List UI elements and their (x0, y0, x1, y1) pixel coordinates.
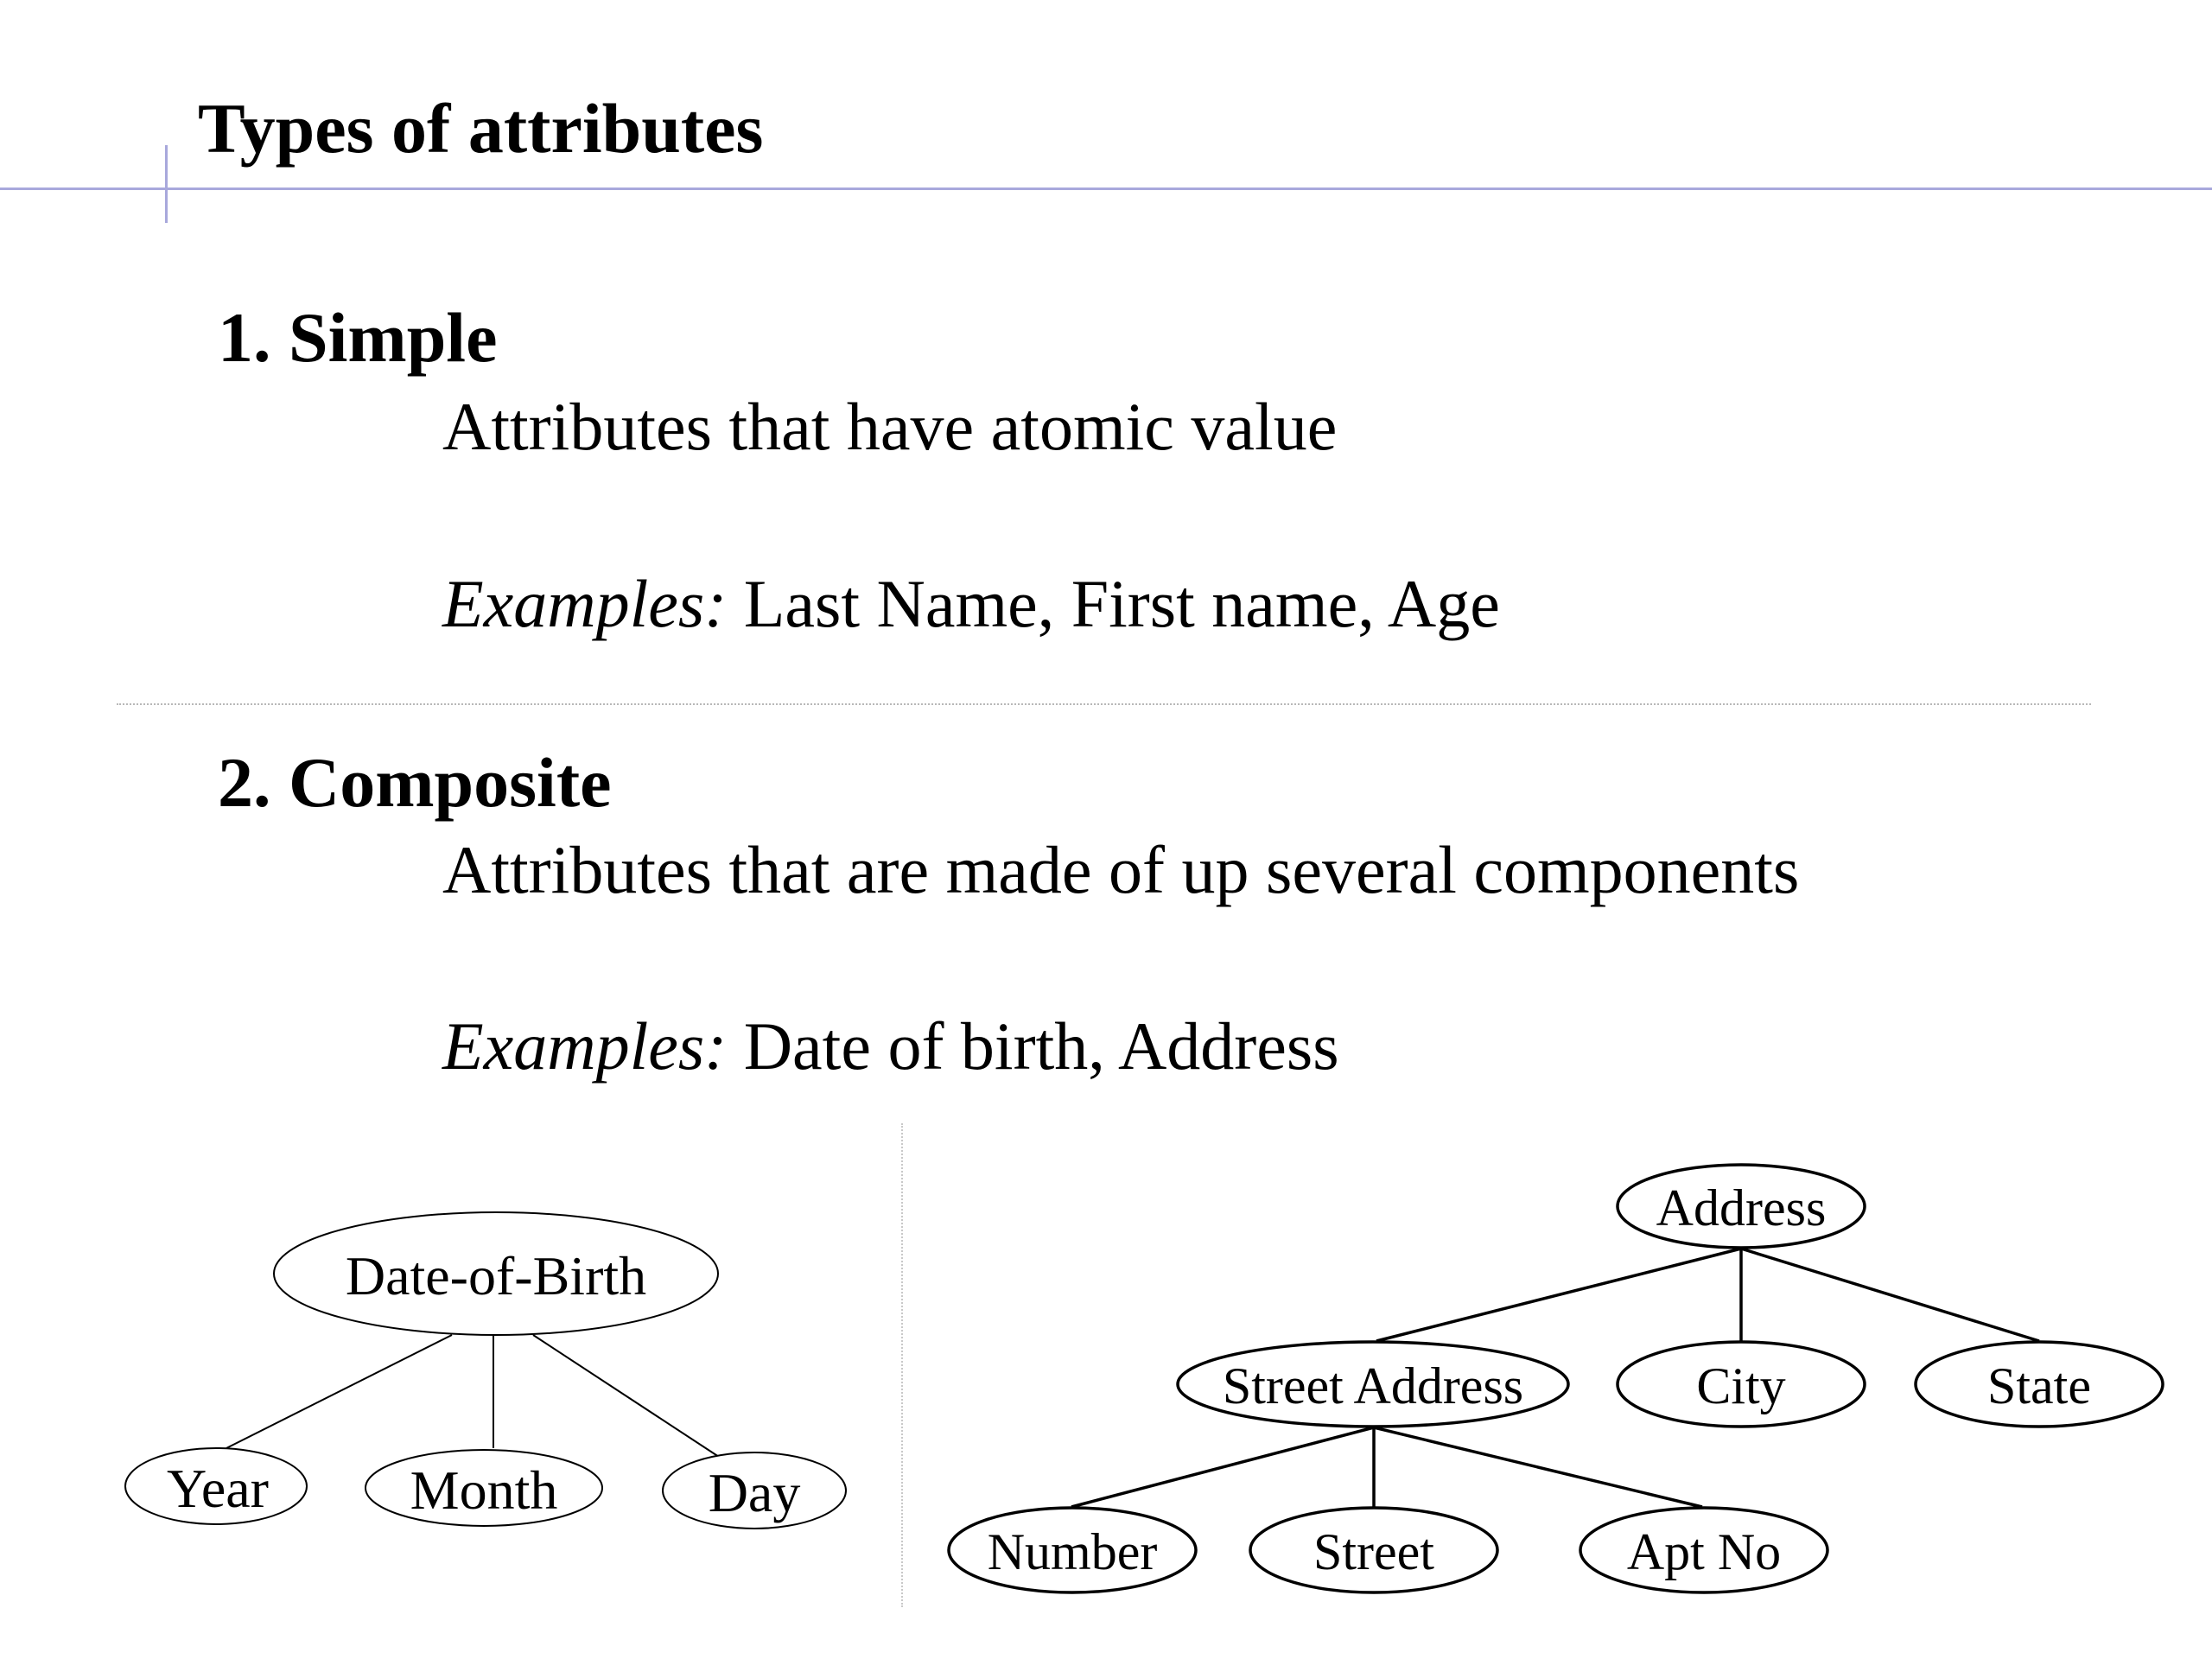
section-heading-composite: 2. Composite (218, 743, 612, 822)
dob-month-label: Month (410, 1459, 558, 1521)
street-edge-number (1071, 1427, 1374, 1507)
simple-examples-text: Last Name, First name, Age (727, 566, 1500, 641)
addr-street-address-label: Street Address (1222, 1357, 1524, 1414)
dob-root-label: Date-of-Birth (345, 1245, 647, 1306)
addr-city-label: City (1696, 1357, 1786, 1414)
addr-state-label: State (1987, 1357, 2091, 1414)
slide-title: Types of attributes (198, 89, 764, 168)
dob-year-label: Year (167, 1458, 269, 1519)
dob-day-label: Day (708, 1462, 801, 1523)
dob-edge-year (226, 1335, 452, 1448)
addr-edge-state (1741, 1249, 2039, 1341)
addr-apt-label: Apt No (1626, 1523, 1782, 1580)
addr-street-label: Street (1313, 1523, 1434, 1580)
addr-edge-street-address (1376, 1249, 1741, 1341)
street-edge-apt (1374, 1427, 1702, 1507)
dob-edge-day (533, 1335, 719, 1457)
addr-root-label: Address (1656, 1179, 1827, 1236)
simple-definition: Attributes that have atomic value (442, 389, 1338, 464)
composite-definition: Attributes that are made of up several components (442, 832, 1800, 907)
composite-examples-text: Date of birth, Address (727, 1008, 1339, 1084)
addr-number-label: Number (987, 1523, 1158, 1580)
simple-examples-label: Examples: (442, 566, 728, 641)
composite-examples-label: Examples: (442, 1008, 728, 1084)
section-heading-simple: 1. Simple (218, 298, 498, 377)
